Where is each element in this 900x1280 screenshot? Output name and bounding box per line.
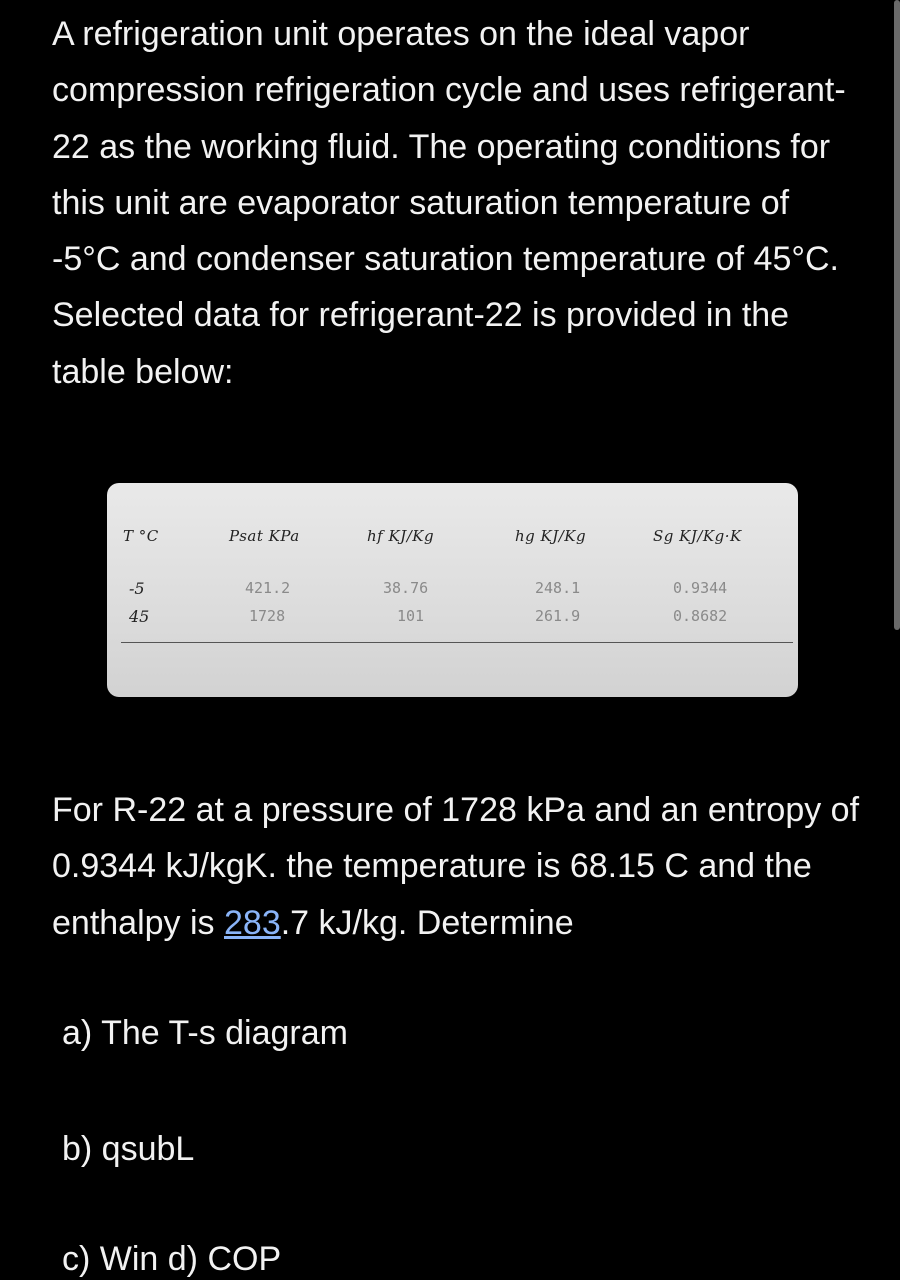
scrollbar[interactable]	[894, 0, 900, 630]
r22-data-table-image	[107, 483, 798, 697]
given-data-paragraph	[52, 782, 862, 951]
given-text: For R-22 at a pressure of 1728 kPa and an entropy of 0.9344 kJ/kgK. the temperature is 68.15 C and the enthalpy is	[52, 791, 860, 942]
table-rule	[121, 642, 793, 643]
table-header-sg: Sg KJ/Kg·K	[653, 527, 742, 545]
table-cell-row2-hg: 261.9	[535, 607, 581, 625]
table-cell-row2-hf: 101	[397, 607, 425, 625]
table-header-hf: hf KJ/Kg	[367, 527, 435, 545]
enthalpy-link[interactable]: 283	[224, 903, 281, 942]
table-cell-row1-psat: 421.2	[245, 579, 291, 597]
table-cell-row2-sg: 0.8682	[673, 607, 728, 625]
table-cell-row1-sg: 0.9344	[673, 579, 728, 597]
table-header-hg: hg KJ/Kg	[515, 527, 587, 545]
table-header-psat: Psat KPa	[229, 527, 300, 545]
table-cell-row1-hg: 248.1	[535, 579, 581, 597]
table-cell-row2-temp: 45	[129, 607, 150, 626]
problem-statement: A refrigeration unit operates on the ideal vapor compression refrigeration cycle and uses refrigerant-22 as the working fluid. The operating conditions for this unit are evaporator saturation temperature of -5°C and condenser saturation temperature of 45°C. Selected data for refrigerant-22 is provided in the table below:	[52, 15, 846, 391]
table-header-temperature: T °C	[123, 527, 159, 545]
table-cell-row2-psat: 1728	[249, 607, 286, 625]
given-text-end: .7 kJ/kg. Determine	[280, 903, 574, 942]
table-cell-row1-temp: -5	[129, 579, 145, 598]
table-cell-row1-hf: 38.76	[383, 579, 429, 597]
question-c-d: c) Win d) COP	[62, 1240, 282, 1278]
question-b: b) qsubL	[62, 1130, 195, 1168]
question-a: a) The T-s diagram	[62, 1014, 348, 1052]
